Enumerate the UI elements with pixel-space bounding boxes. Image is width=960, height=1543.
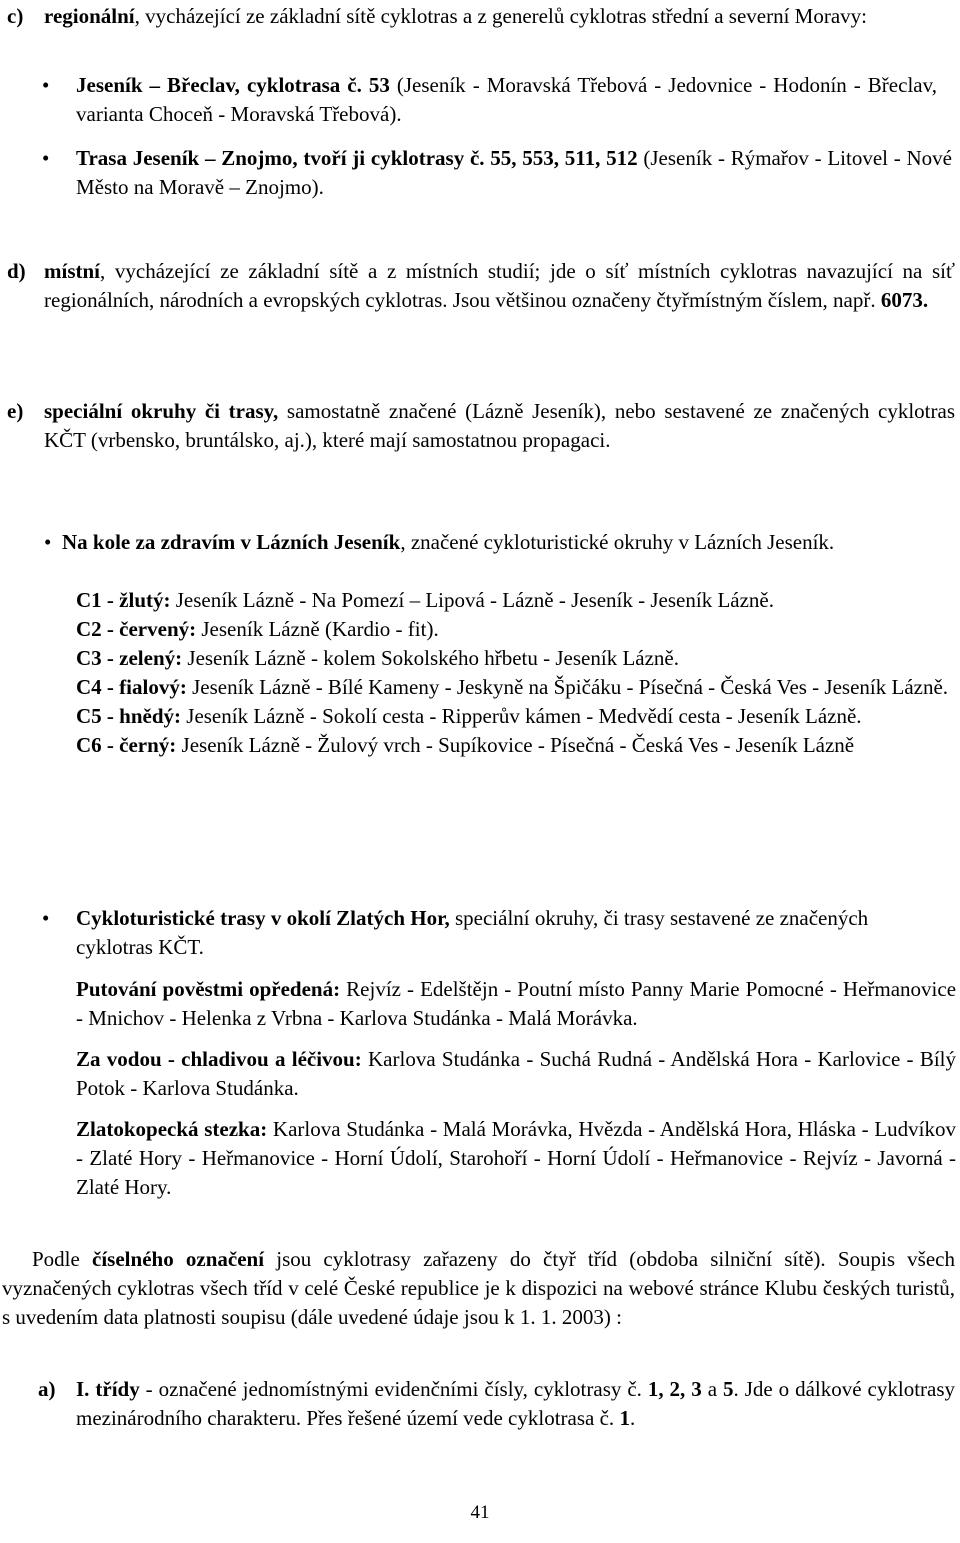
route-putovani	[76, 975, 956, 1033]
item-d-number: 6073.	[875, 288, 929, 312]
item-a-text1: - označené jednomístnými evidenčními čísly, cyklotrasy č.	[139, 1377, 648, 1401]
bullet-znojmo-text: (Jeseník - Rýmařov - Litovel - Nové Město na Moravě – Znojmo).	[76, 146, 952, 199]
route-c1	[76, 586, 956, 615]
bullet-breclav	[42, 71, 937, 129]
paragraph-bold: číselného označení	[92, 1247, 265, 1271]
route-c6	[76, 731, 956, 760]
item-e-title: speciální okruhy či trasy,	[44, 399, 279, 423]
route-text: Rejvíz - Edelštějn - Poutní místo Panny Marie Pomocné - Heřmanovice - Mnichov - Helenka z Vrbna - Karlova Studánka - Malá Morávka.	[76, 977, 957, 1030]
bullet-lazne	[44, 528, 955, 557]
paragraph-text: jsou cyklotrasy zařazeny do čtyř tříd (obdoba silniční sítě). Soupis všech vyznačených cyklotras všech tříd v celé České republice je k dispozici na webové stránce Klubu českých turistů, s uvedením data platnosti soupisu (dále uvedené údaje jsou k 1. 1. 2003) :	[2, 1247, 955, 1329]
route-code: C6 - černý:	[76, 733, 177, 757]
bullet-breclav-bold: Jeseník – Břeclav, cyklotrasa č.	[76, 73, 362, 97]
route-text: Jeseník Lázně - Sokolí cesta - Ripperův kámen - Medvědí cesta - Jeseník Lázně.	[181, 704, 862, 728]
route-code: C3 - zelený:	[76, 646, 183, 670]
item-d-text: , vycházející ze základní sítě a z místních studií; jde o síť místních cyklotras navazující na síť regionálních, národních a evropských cyklotras. Jsou většinou označeny čtyřmístným číslem, např.	[44, 259, 955, 312]
bullet-znojmo-bold: Trasa Jeseník – Znojmo, tvoří ji cyklotrasy č.	[76, 146, 485, 170]
bullet-breclav-number: 53	[361, 73, 390, 97]
paragraph-classes	[2, 1245, 955, 1332]
item-d	[7, 257, 955, 315]
item-d-title: místní	[44, 259, 101, 283]
route-text: Jeseník Lázně - Bílé Kameny - Jeskyně na Špičáku - Písečná - Česká Ves - Jeseník Lázně.	[186, 675, 949, 699]
item-a-num1: 1	[619, 1406, 630, 1430]
route-c2	[76, 615, 956, 644]
paragraph-pre: Podle	[32, 1247, 93, 1271]
item-e-body	[44, 397, 955, 455]
item-a-text3: . Jde o dálkové cyklotrasy mezinárodního charakteru. Přes řešené území vede cyklotrasa č.	[76, 1377, 956, 1430]
route-text: Jeseník Lázně - kolem Sokolského hřbetu - Jeseník Lázně.	[182, 646, 679, 670]
route-zlatokopecka	[76, 1115, 956, 1202]
item-d-marker: d)	[7, 259, 26, 283]
bullet-lazne-title: Na kole za zdravím v Lázních Jeseník	[62, 530, 401, 554]
route-text: Karlova Studánka - Suchá Rudná - Andělská Hora - Karlovice - Bílý Potok - Karlova Studánka.	[76, 1047, 956, 1100]
route-text: Jeseník Lázně - Na Pomezí – Lipová - Lázně - Jeseník - Jeseník Lázně.	[170, 588, 774, 612]
route-text: Jeseník Lázně (Kardio - fit).	[196, 617, 439, 641]
item-e	[7, 397, 955, 455]
route-za-vodou	[76, 1045, 956, 1103]
bullet-zlate-hory	[42, 904, 902, 962]
bullet-zlate-title: Cykloturistické trasy v okolí Zlatých Hor,	[76, 906, 450, 930]
item-c-title: regionální	[44, 4, 135, 28]
route-name: Putování pověstmi opředená:	[76, 977, 341, 1001]
item-e-marker: e)	[7, 399, 24, 423]
route-c5	[76, 702, 956, 731]
bullet-zlate-text: speciální okruhy, či trasy sestavené ze značených cyklotras KČT.	[76, 906, 869, 959]
item-c-body	[44, 2, 937, 31]
item-a	[38, 1375, 955, 1433]
bullet-icon: •	[42, 146, 50, 170]
route-c3	[76, 644, 956, 673]
item-a-nums: 1, 2, 3	[647, 1377, 702, 1401]
route-name: Zlatokopecká stezka:	[76, 1117, 268, 1141]
item-d-body	[44, 257, 955, 315]
item-a-text2: a	[701, 1377, 723, 1401]
bullet-znojmo	[42, 144, 952, 202]
route-code: C5 - hnědý:	[76, 704, 182, 728]
item-a-num5: 5	[723, 1377, 734, 1401]
route-c4	[76, 673, 956, 702]
item-a-body	[76, 1375, 955, 1433]
bullet-breclav-text: (Jeseník - Moravská Třebová - Jedovnice - Hodonín - Břeclav, varianta Choceň - Moravská Třebová).	[76, 73, 937, 126]
route-code: C1 - žlutý:	[76, 588, 171, 612]
item-a-marker: a)	[38, 1377, 56, 1401]
route-code: C4 - fialový:	[76, 675, 187, 699]
bullet-icon: •	[42, 73, 50, 97]
bullet-znojmo-number: 55, 553, 511, 512	[484, 146, 638, 170]
item-c-text: , vycházející ze základní sítě cyklotras a z generelů cyklotras střední a severní Moravy:	[134, 4, 867, 28]
bullet-lazne-text: , značené cykloturistické okruhy v Lázních Jeseník.	[400, 530, 835, 554]
item-c-marker: c)	[7, 4, 24, 28]
route-name: Za vodou - chladivou a léčivou:	[76, 1047, 362, 1071]
item-c	[7, 2, 937, 31]
item-a-title: I. třídy	[76, 1377, 140, 1401]
bullet-icon: •	[44, 530, 52, 554]
page-number: 41	[470, 1502, 490, 1523]
item-e-text: samostatně značené (Lázně Jeseník), nebo sestavené ze značených cyklotras KČT (vrbensko, bruntálsko, aj.), které mají samostatnou propagaci.	[44, 399, 955, 452]
route-text: Jeseník Lázně - Žulový vrch - Supíkovice - Písečná - Česká Ves - Jeseník Lázně	[176, 733, 855, 757]
lazne-routes	[76, 586, 956, 760]
zlate-routes	[76, 975, 956, 1202]
bullet-icon: •	[42, 906, 50, 930]
item-a-text4: .	[629, 1406, 636, 1430]
route-code: C2 - červený:	[76, 617, 197, 641]
route-text: Karlova Studánka - Malá Morávka, Hvězda - Andělská Hora, Hláska - Ludvíkov - Zlaté Hory - Heřmanovice - Horní Údolí, Starohoří - Horní Údolí - Heřmanovice - Rejvíz - Javorná - Zlaté Hory.	[76, 1117, 957, 1199]
